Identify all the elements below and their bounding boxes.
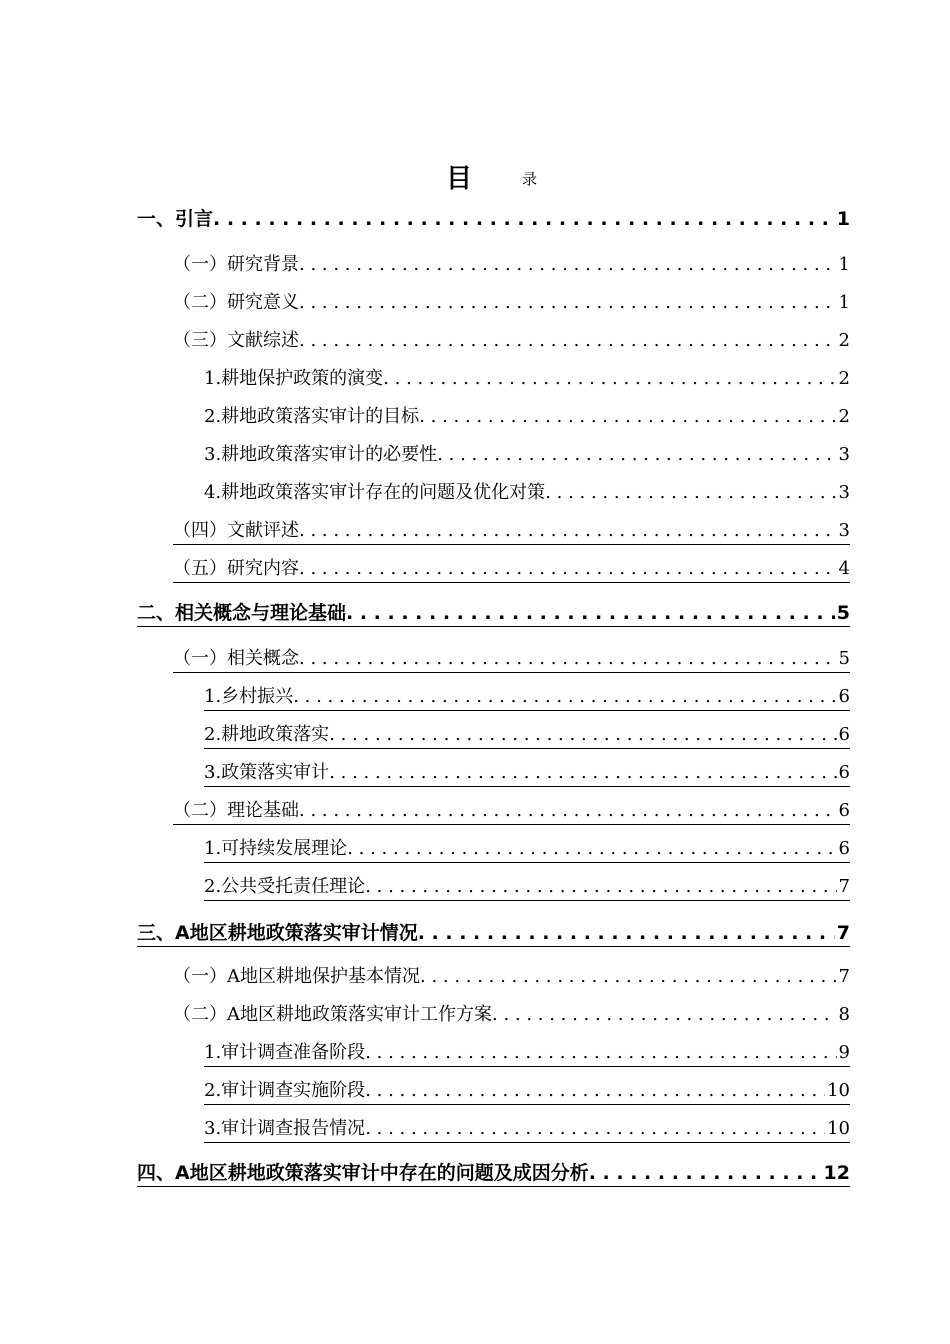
leader-dots — [365, 1118, 825, 1139]
toc-entry-label: 1.可持续发展理论 — [204, 838, 348, 859]
leader-dots — [383, 368, 836, 389]
leader-dots — [420, 966, 837, 987]
toc-entry[interactable] — [204, 834, 850, 863]
toc-entry-label: （三）文献综述 — [173, 330, 299, 351]
leader-dots — [329, 724, 836, 745]
toc-entry[interactable] — [204, 478, 850, 506]
toc-entry-label: 1.审计调查准备阶段 — [204, 1042, 366, 1063]
toc-entry-page: 1 — [838, 254, 850, 275]
toc-entry-page: 1 — [838, 292, 850, 313]
toc-entry[interactable] — [173, 288, 850, 316]
leader-dots — [365, 1042, 836, 1063]
toc-entry-page: 2 — [838, 330, 850, 351]
toc-entry-page: 3 — [838, 444, 850, 465]
toc-entry-page: 7 — [838, 876, 850, 897]
leader-dots — [299, 800, 837, 821]
leader-dots — [419, 406, 836, 427]
toc-entry-label: 3.审计调查报告情况 — [204, 1118, 366, 1139]
toc-entry[interactable] — [204, 402, 850, 430]
leader-dots — [299, 520, 837, 541]
toc-entry-label: 3.政策落实审计 — [204, 762, 330, 783]
leader-dots — [589, 1162, 822, 1184]
toc-entry[interactable] — [204, 440, 850, 468]
toc-entry-label: （一）研究背景 — [173, 254, 299, 275]
toc-entry[interactable] — [204, 682, 850, 711]
toc-entry-label: 一、引言 — [137, 208, 214, 230]
toc-entry[interactable] — [137, 1158, 850, 1187]
toc-entry-label: （一）相关概念 — [173, 648, 299, 669]
leader-dots — [299, 292, 837, 313]
toc-entry[interactable] — [173, 796, 850, 825]
toc-entry[interactable] — [204, 1076, 850, 1105]
toc-entry-label: （一）A地区耕地保护基本情况 — [173, 966, 420, 987]
toc-entry-page: 7 — [836, 922, 850, 944]
toc-entry[interactable] — [173, 962, 850, 990]
toc-entry-page: 2 — [838, 406, 850, 427]
leader-dots — [329, 762, 836, 783]
leader-dots — [418, 922, 835, 944]
toc-entry-label: （四）文献评述 — [173, 520, 299, 541]
toc-entry[interactable] — [137, 598, 850, 627]
toc-entry[interactable] — [137, 918, 850, 947]
leader-dots — [299, 254, 837, 275]
toc-entry-label: 1.耕地保护政策的演变 — [204, 368, 384, 389]
toc-entry[interactable] — [173, 250, 850, 278]
toc-entry-page: 6 — [838, 762, 850, 783]
toc-entry-label: 四、A地区耕地政策落实审计中存在的问题及成因分析 — [137, 1162, 589, 1184]
toc-entry-page: 6 — [838, 724, 850, 745]
toc-entry-label: （二）研究意义 — [173, 292, 299, 313]
toc-entry[interactable] — [173, 1000, 850, 1028]
toc-entry-page: 5 — [838, 648, 850, 669]
toc-title-main: 目 — [446, 164, 473, 194]
toc-entry[interactable] — [204, 364, 850, 392]
toc-entry-page: 10 — [827, 1080, 850, 1101]
leader-dots — [437, 444, 836, 465]
leader-dots — [213, 208, 835, 230]
leader-dots — [299, 558, 837, 579]
toc-entry[interactable] — [204, 1114, 850, 1143]
toc-entry[interactable] — [204, 872, 850, 901]
toc-entry-label: （五）研究内容 — [173, 558, 299, 579]
leader-dots — [293, 686, 836, 707]
toc-entry-page: 3 — [838, 520, 850, 541]
toc-entry[interactable] — [173, 326, 850, 354]
leader-dots — [365, 876, 836, 897]
toc-entry-page: 3 — [838, 482, 850, 503]
toc-entry-page: 1 — [836, 208, 850, 230]
toc-entry-page: 6 — [838, 800, 850, 821]
toc-entry-page: 7 — [838, 966, 850, 987]
toc-entry[interactable] — [173, 516, 850, 545]
leader-dots — [365, 1080, 825, 1101]
leader-dots — [347, 838, 836, 859]
toc-entry-page: 2 — [838, 368, 850, 389]
toc-entry-label: （二）A地区耕地政策落实审计工作方案 — [173, 1004, 492, 1025]
toc-entry-page: 9 — [838, 1042, 850, 1063]
toc-entry[interactable] — [204, 758, 850, 787]
toc-entry-label: 2.审计调查实施阶段 — [204, 1080, 366, 1101]
toc-entry[interactable] — [137, 204, 850, 232]
toc-entry-label: 二、相关概念与理论基础 — [137, 602, 347, 624]
toc-entry-page: 10 — [827, 1118, 850, 1139]
toc-entry-label: （二）理论基础 — [173, 800, 299, 821]
toc-entry-page: 12 — [823, 1162, 850, 1184]
toc-entry-label: 2.耕地政策落实审计的目标 — [204, 406, 420, 427]
toc-entry-label: 三、A地区耕地政策落实审计情况 — [137, 922, 418, 944]
leader-dots — [346, 602, 835, 624]
toc-entry-page: 4 — [838, 558, 850, 579]
toc-title-secondary: 录 — [522, 170, 538, 188]
toc-entry-label: 2.耕地政策落实 — [204, 724, 330, 745]
toc-entry[interactable] — [173, 554, 850, 583]
leader-dots — [299, 648, 837, 669]
toc-entry-page: 6 — [838, 686, 850, 707]
toc-entry-label: 4.耕地政策落实审计存在的问题及优化对策 — [204, 482, 546, 503]
toc-entry-label: 2.公共受托责任理论 — [204, 876, 366, 897]
toc-entry[interactable] — [204, 1038, 850, 1067]
leader-dots — [299, 330, 837, 351]
toc-entry-page: 8 — [838, 1004, 850, 1025]
toc-entry-label: 3.耕地政策落实审计的必要性 — [204, 444, 438, 465]
toc-entry-page: 5 — [836, 602, 850, 624]
toc-entry[interactable] — [204, 720, 850, 749]
toc-entry[interactable] — [173, 644, 850, 673]
toc-entry-label: 1.乡村振兴 — [204, 686, 294, 707]
leader-dots — [545, 482, 836, 503]
leader-dots — [492, 1004, 837, 1025]
toc-entry-page: 6 — [838, 838, 850, 859]
